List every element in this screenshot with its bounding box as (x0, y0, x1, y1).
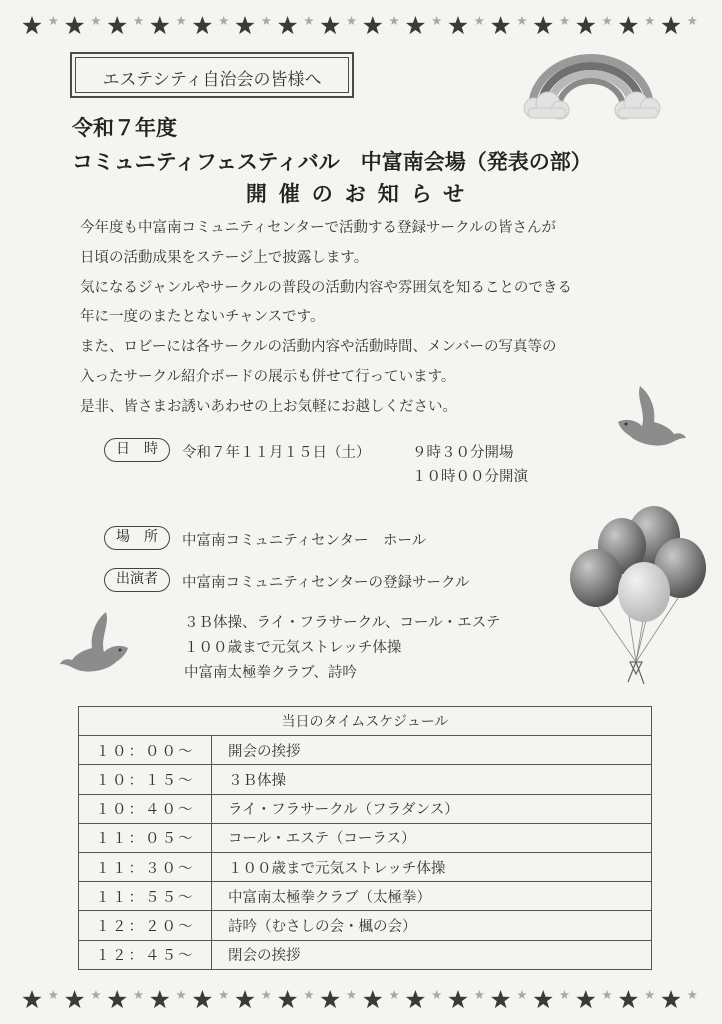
star-icon (278, 16, 297, 34)
schedule-item: 開会の挨拶 (212, 736, 652, 765)
star-icon (475, 990, 485, 999)
star-icon (304, 16, 314, 25)
star-icon (619, 990, 638, 1008)
star-icon (534, 16, 553, 34)
intro-paragraph (80, 214, 680, 423)
star-icon (406, 16, 425, 34)
rainbow-icon (516, 46, 666, 120)
star-icon (176, 16, 186, 25)
star-icon (347, 990, 357, 999)
group-line: ３Ｂ体操、ライ・フラサークル、コール・エステ (184, 615, 501, 631)
star-icon (363, 990, 382, 1008)
star-icon (150, 990, 169, 1008)
place-label: 場 所 (104, 526, 170, 550)
star-icon (517, 990, 527, 999)
star-icon (134, 990, 144, 999)
bird-icon (58, 610, 132, 674)
bird-icon (612, 382, 690, 448)
addressee-text: エステシティ自治会の皆様へ (102, 70, 322, 90)
schedule-item: 閉会の挨拶 (212, 940, 652, 969)
star-border-top (22, 10, 702, 40)
star-icon (23, 16, 42, 34)
star-icon (65, 990, 84, 1008)
star-icon (193, 990, 212, 1008)
table-row (79, 823, 652, 852)
star-icon (65, 16, 84, 34)
star-icon (432, 16, 442, 25)
star-icon (688, 990, 698, 999)
schedule-item: 詩吟（むさしの会・楓の会） (212, 911, 652, 940)
star-icon (108, 16, 127, 34)
star-icon (389, 990, 399, 999)
schedule-item: ライ・フラサークル（フラダンス） (212, 794, 652, 823)
star-icon (49, 16, 59, 25)
title-event: コミュニティフェスティバル 中富南会場（発表の部） (72, 150, 592, 174)
body-line: また、ロビーには各サークルの活動内容や活動時間、メンバーの写真等の (80, 339, 557, 356)
schedule-header-row (79, 707, 652, 736)
star-icon (262, 990, 272, 999)
group-line: １００歳まで元気ストレッチ体操 (184, 640, 402, 656)
title-year: 令和７年度 (72, 116, 177, 140)
schedule-item: １００歳まで元気ストレッチ体操 (212, 852, 652, 881)
star-icon (389, 16, 399, 25)
star-icon (262, 16, 272, 25)
star-icon (449, 16, 468, 34)
performers-label: 出演者 (104, 568, 170, 592)
schedule-time: １１：３０～ (79, 852, 212, 881)
star-icon (363, 16, 382, 34)
body-line: 今年度も中富南コミュニティセンターで活動する登録サークルの皆さんが (80, 220, 557, 236)
schedule-item: コール・エステ（コーラス） (212, 823, 652, 852)
star-icon (619, 16, 638, 34)
datetime-label: 日 時 (104, 438, 170, 462)
star-icon (688, 16, 698, 25)
star-icon (193, 16, 212, 34)
star-icon (645, 16, 655, 25)
star-icon (560, 16, 570, 25)
star-icon (491, 16, 510, 34)
star-icon (347, 16, 357, 25)
star-icon (491, 990, 510, 1008)
star-icon (662, 990, 681, 1008)
star-icon (91, 990, 101, 999)
table-row (79, 911, 652, 940)
body-line: 年に一度のまたとないチャンスです。 (80, 309, 325, 326)
schedule-time: １２：２０～ (79, 911, 212, 940)
schedule-item: 中富南太極拳クラブ（太極拳） (212, 882, 652, 911)
star-icon (449, 990, 468, 1008)
star-icon (150, 16, 169, 34)
schedule-table (78, 706, 652, 970)
table-row (79, 852, 652, 881)
star-icon (23, 990, 42, 1008)
star-icon (406, 990, 425, 1008)
performers-text: 中富南コミュニティセンターの登録サークル (182, 575, 470, 591)
event-place: 中富南コミュニティセンター ホール (182, 533, 427, 549)
star-icon (602, 16, 612, 25)
body-line: 日頃の活動成果をステージ上で披露します。 (80, 249, 369, 266)
body-line: 気になるジャンルやサークルの普段の活動内容や雰囲気を知ることのできる (80, 279, 572, 296)
star-icon (534, 990, 553, 1008)
schedule-time: １０：１５～ (79, 765, 212, 794)
schedule-time: １０：００～ (79, 736, 212, 765)
star-icon (219, 16, 229, 25)
table-row (79, 882, 652, 911)
star-icon (576, 16, 595, 34)
star-icon (321, 16, 340, 34)
table-row (79, 736, 652, 765)
body-line: 入ったサークル紹介ボードの展示も併せて行っています。 (80, 368, 456, 385)
star-icon (278, 990, 297, 1008)
schedule-time: １１：０５～ (79, 823, 212, 852)
open-time: ９時３０分開場 (412, 445, 514, 461)
star-icon (602, 990, 612, 999)
group-line: 中富南太極拳クラブ、詩吟 (184, 665, 357, 681)
schedule-time: １０：４０～ (79, 794, 212, 823)
schedule-item: ３Ｂ体操 (212, 765, 652, 794)
star-icon (134, 16, 144, 25)
schedule-time: １２：４５～ (79, 940, 212, 969)
star-icon (49, 990, 59, 999)
schedule-title: 当日のタイムスケジュール (79, 707, 652, 736)
star-icon (176, 990, 186, 999)
star-icon (219, 990, 229, 999)
star-icon (475, 16, 485, 25)
star-icon (236, 16, 255, 34)
star-icon (576, 990, 595, 1008)
title-announcement: 開催のお知らせ (245, 182, 477, 206)
star-icon (236, 990, 255, 1008)
star-icon (517, 16, 527, 25)
start-time: １０時００分開演 (412, 469, 528, 485)
balloons-icon (566, 502, 712, 692)
star-icon (91, 16, 101, 25)
schedule-time: １１：５５～ (79, 882, 212, 911)
star-border-bottom (22, 984, 702, 1014)
star-icon (304, 990, 314, 999)
star-icon (662, 16, 681, 34)
table-row (79, 794, 652, 823)
table-row (79, 940, 652, 969)
star-icon (432, 990, 442, 999)
star-icon (108, 990, 127, 1008)
body-line: 是非、皆さまお誘いあわせの上お気軽にお越しください。 (80, 398, 457, 415)
star-icon (321, 990, 340, 1008)
star-icon (645, 990, 655, 999)
table-row (79, 765, 652, 794)
addressee-box (70, 52, 354, 98)
event-date: 令和７年１１月１５日（土） (182, 445, 371, 461)
star-icon (560, 990, 570, 999)
